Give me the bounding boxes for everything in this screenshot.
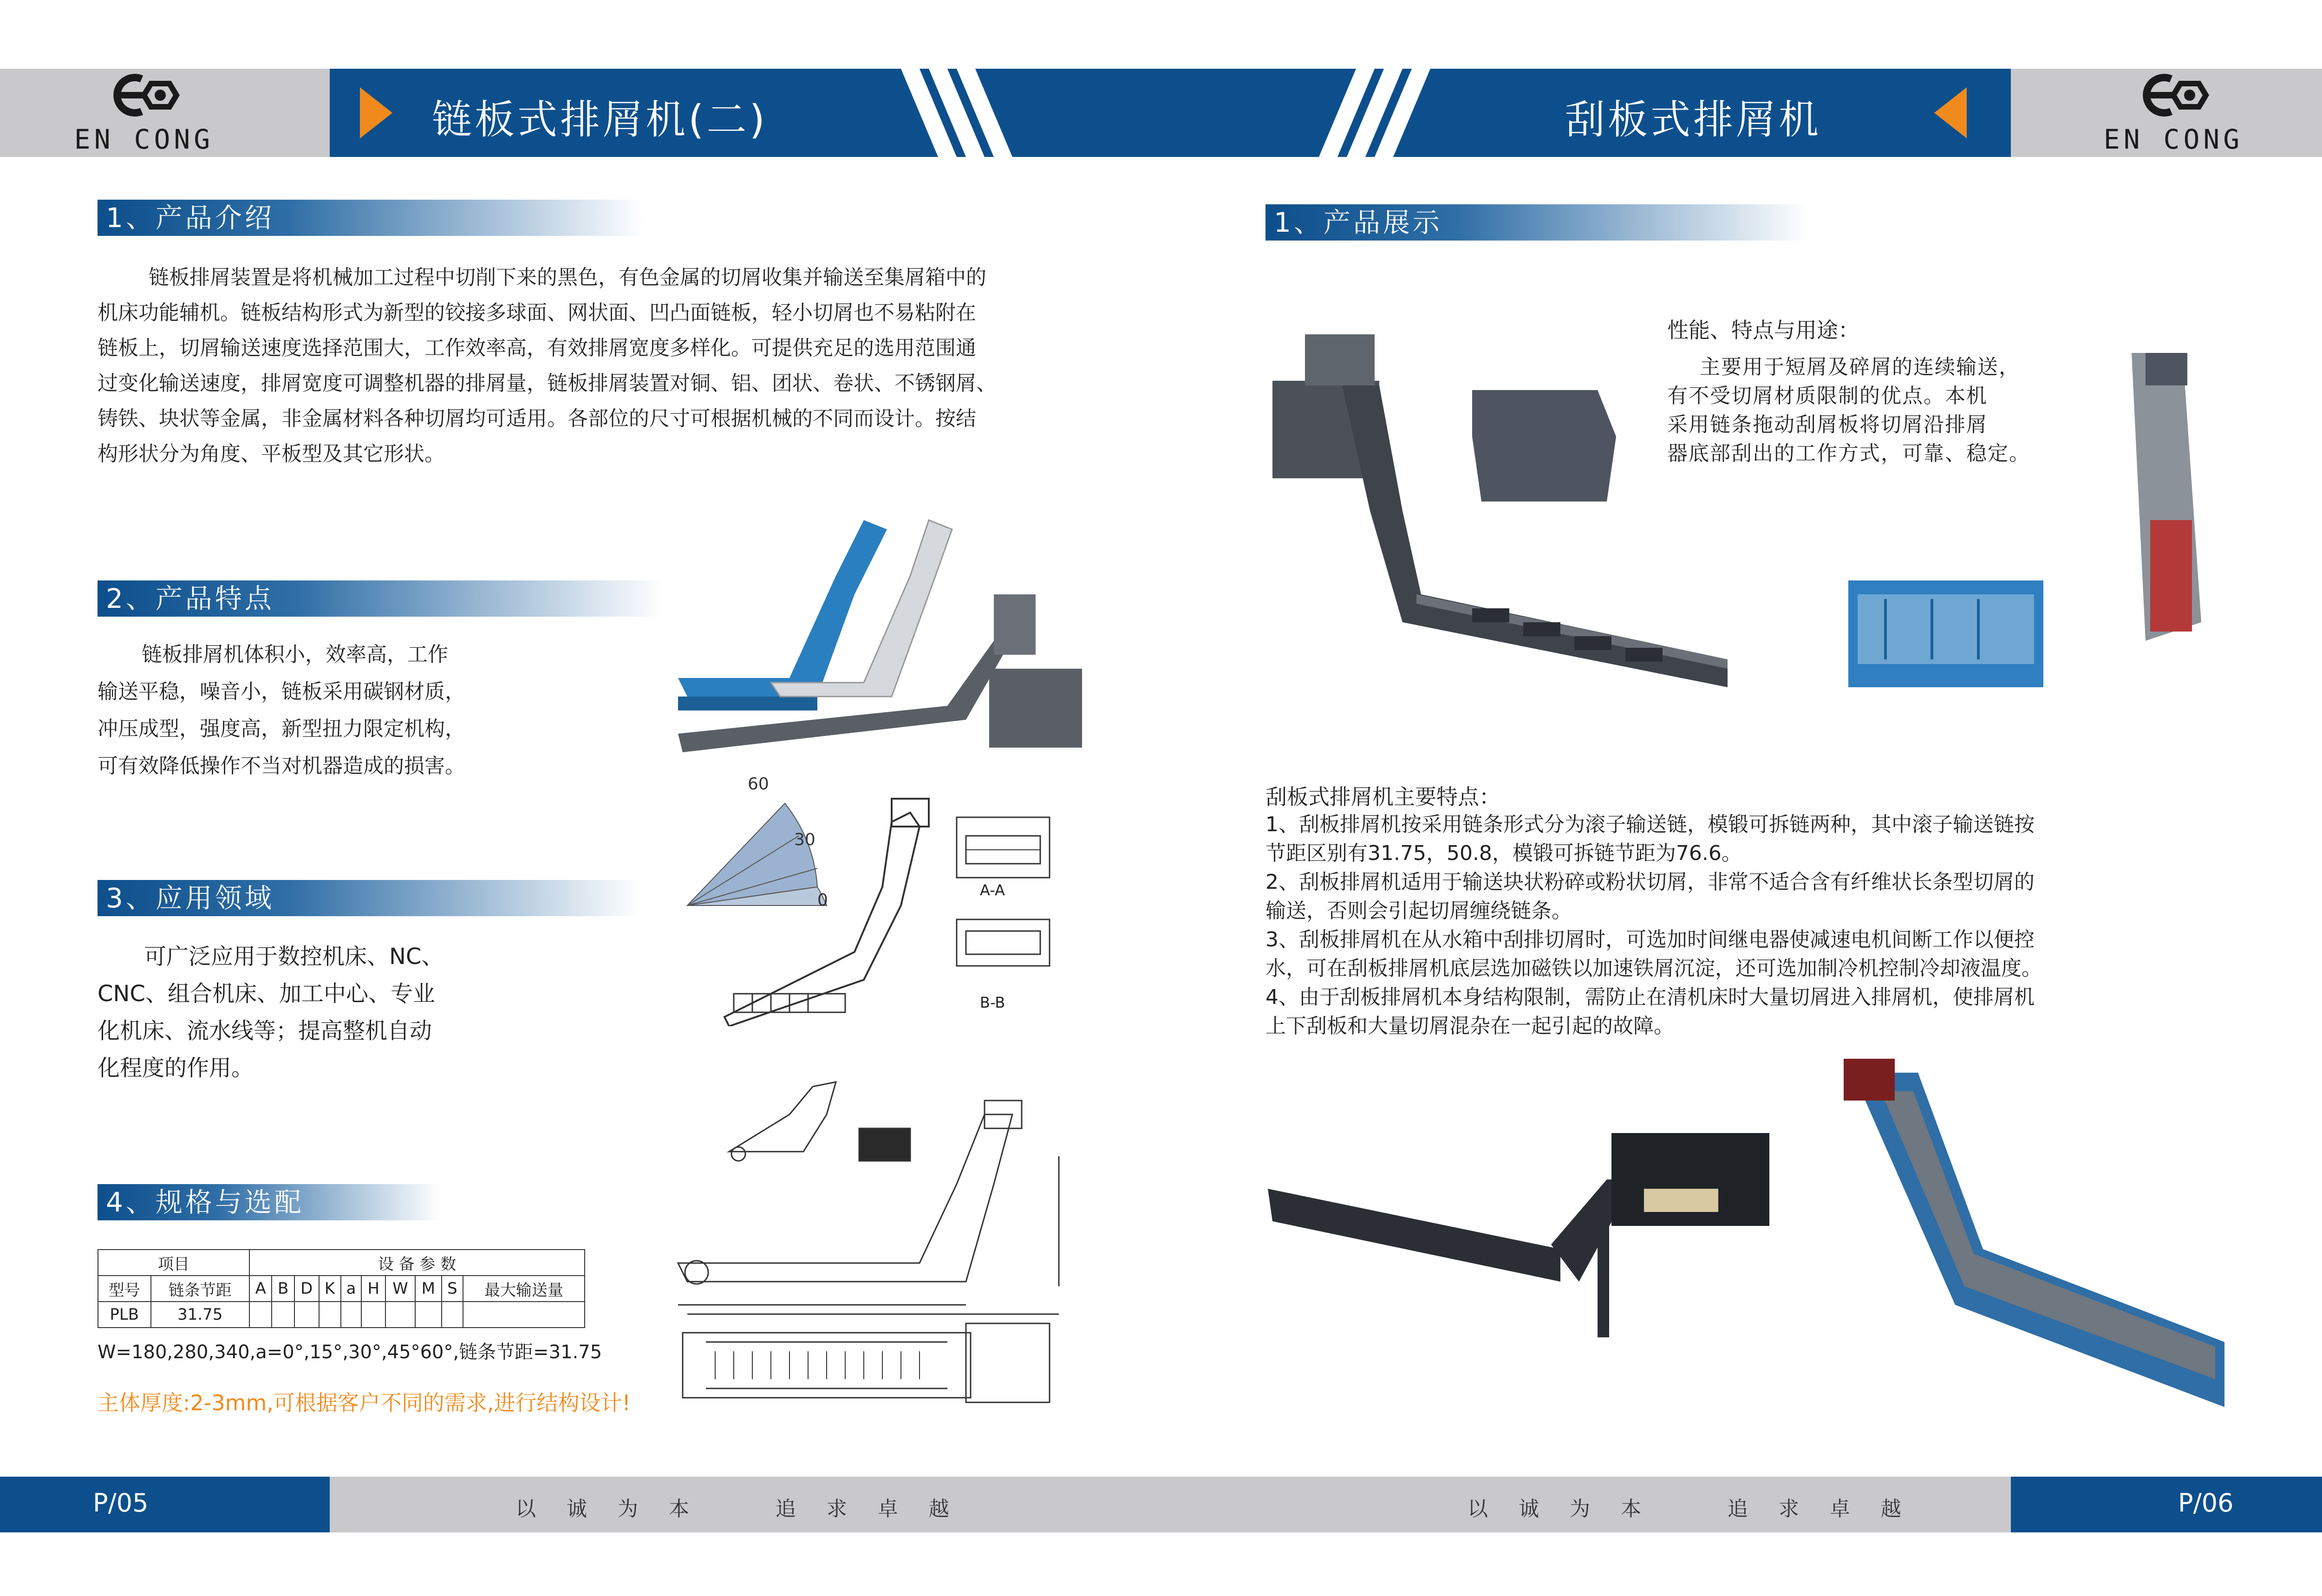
brand-name: EN CONG xyxy=(74,124,214,155)
features-paragraph xyxy=(98,636,678,785)
header-stripes-left xyxy=(882,69,1031,157)
applications-line: 可广泛应用于数控机床、NC、 xyxy=(144,944,444,970)
table-cell xyxy=(341,1302,362,1328)
table-row xyxy=(98,1302,585,1328)
table-cell xyxy=(463,1302,585,1328)
left-header-title: 链板式排屑机(二) xyxy=(432,97,768,143)
table-cell: 链条节距 xyxy=(151,1276,249,1302)
intro-line: 链板上，切屑输送速度选择范围大，工作效率高，有效排屑宽度多样化。可提供充足的选用范围通 xyxy=(98,336,976,360)
table-cell xyxy=(385,1302,415,1328)
footer-left-blue xyxy=(0,1477,330,1532)
table-cell: A xyxy=(249,1276,272,1302)
perf-line: 有不受切屑材质限制的优点。本机 xyxy=(1667,384,1988,408)
section-label-aa: A-A xyxy=(980,881,1005,899)
page-number-left: P/05 xyxy=(93,1488,149,1518)
features-line: 可有效降低操作不当对机器造成的损害。 xyxy=(98,754,465,778)
intro-line: 构形状分为角度、平板型及其它形状。 xyxy=(98,442,445,466)
applications-line: 化程度的作用。 xyxy=(98,1055,254,1081)
page-number-right: P/06 xyxy=(2178,1488,2234,1518)
table-cell: K xyxy=(319,1276,341,1302)
section-title-applications: 3、应用领域 xyxy=(98,880,640,916)
perf-line: 主要用于短屑及碎屑的连续输送， xyxy=(1700,355,2020,379)
feature-line: 节距区别有31.75，50.8，模锻可拆链节距为76.6。 xyxy=(1265,841,1742,865)
table-cell: 最大输送量 xyxy=(463,1276,585,1302)
feature-line: 4、由于刮板排屑机本身结构限制，需防止在清机床时大量切屑进入排屑机，使排屑机 xyxy=(1265,985,2035,1009)
table-cell xyxy=(272,1302,294,1328)
table-row xyxy=(98,1276,585,1302)
features-line: 冲压成型，强度高，新型扭力限定机构， xyxy=(98,717,465,741)
perf-title: 性能、特点与用途： xyxy=(1667,318,1859,343)
table-cell: B xyxy=(272,1276,294,1302)
table-cell xyxy=(294,1302,319,1328)
feature-line: 输送，否则会引起切屑缠绕链条。 xyxy=(1265,899,1572,923)
features-title: 刮板式排屑机主要特点： xyxy=(1265,784,1500,809)
table-header-cell: 项目 xyxy=(98,1250,249,1276)
table-header-cell: 设 备 参 数 xyxy=(249,1250,585,1276)
brand-logo-left xyxy=(56,70,232,155)
blue-scraper-photo xyxy=(1825,1054,2243,1416)
table-cell: W xyxy=(385,1276,415,1302)
footer-right-blue xyxy=(2011,1477,2322,1532)
angle-label-60: 60 xyxy=(748,775,769,794)
angle-label-30: 30 xyxy=(794,830,815,849)
logo-mark-icon xyxy=(107,70,181,121)
section-title-features: 2、产品特点 xyxy=(98,580,663,617)
slogan-right: 以 诚 为 本 追 求 卓 越 xyxy=(1468,1497,1913,1521)
tall-conveyor-photo xyxy=(2118,344,2211,645)
table-cell: PLB xyxy=(98,1302,151,1328)
cross-section-drawings xyxy=(947,799,1068,994)
intro-line: 机床功能辅机。链板结构形式为新型的铰接多球面、网状面、凹凸面链板，轻小切屑也不易粘附在 xyxy=(98,301,976,325)
table-cell xyxy=(442,1302,463,1328)
table-cell: H xyxy=(361,1276,385,1302)
table-cell xyxy=(249,1302,272,1328)
thickness-note: 主体厚度:2-3mm,可根据客户不同的需求,进行结构设计! xyxy=(98,1390,631,1415)
slogan-left: 以 诚 为 本 追 求 卓 越 xyxy=(515,1497,961,1521)
features-line: 链板排屑机体积小，效率高，工作 xyxy=(142,643,448,666)
perf-paragraph xyxy=(1667,353,2067,468)
table-cell: 型号 xyxy=(98,1276,151,1302)
brand-logo-right xyxy=(2085,70,2262,155)
features-list xyxy=(1265,810,2148,1041)
right-header-title: 刮板式排屑机 xyxy=(1565,97,1821,143)
intro-line: 过变化输送速度，排屑宽度可调整机器的排屑量，链板排屑装置对铜、铝、团状、卷状、不锈钢屑、 xyxy=(98,371,997,395)
spec-table xyxy=(98,1249,585,1328)
intro-line: 铸铁、块状等金属，非金属材料各种切屑均可适用。各部位的尺寸可根据机械的不同而设计。按结 xyxy=(98,407,976,430)
header-stripes-right xyxy=(1300,69,1449,157)
side-view-technical-drawing xyxy=(669,1063,1087,1416)
applications-line: 化机床、流水线等；提高整机自动 xyxy=(98,1018,432,1044)
perf-line: 采用链条拖动刮屑板将切屑沿排屑 xyxy=(1667,413,1988,436)
intro-paragraph xyxy=(98,260,1096,472)
intro-line: 链板排屑装置是将机械加工过程中切削下来的黑色，有色金属的切屑收集并输送至集屑箱中的 xyxy=(149,266,986,289)
section-title-specs: 4、规格与选配 xyxy=(98,1184,440,1220)
table-cell xyxy=(415,1302,442,1328)
table-cell: 31.75 xyxy=(151,1302,249,1328)
table-cell: M xyxy=(415,1276,442,1302)
applications-paragraph xyxy=(98,938,678,1087)
table-cell: S xyxy=(442,1276,463,1302)
applications-line: CNC、组合机床、加工中心、专业 xyxy=(98,981,435,1007)
angle-label-0: 0 xyxy=(817,891,828,910)
table-cell: a xyxy=(341,1276,362,1302)
table-cell: D xyxy=(294,1276,319,1302)
feature-line: 2、刮板排屑机适用于输送块状粉碎或粉状切屑，非常不适合含有纤维状长条型切屑的 xyxy=(1265,870,2035,894)
spec-note: W=180,280,340,a=0°,15°,30°,45°60°,链条节距=31.75 xyxy=(98,1342,602,1363)
orange-arrow-left-icon xyxy=(1934,87,1967,138)
chain-conveyor-photo xyxy=(669,502,1087,762)
table-cell xyxy=(361,1302,385,1328)
black-scraper-photo xyxy=(1263,1124,1797,1347)
section-title-intro: 1、产品介绍 xyxy=(98,200,645,236)
table-cell xyxy=(319,1302,341,1328)
feature-line: 上下刮板和大量切屑混杂在一起引起的故障。 xyxy=(1265,1014,1674,1038)
table-row xyxy=(98,1250,585,1276)
features-line: 输送平稳，噪音小，链板采用碳钢材质， xyxy=(98,680,465,704)
feature-line: 水，可在刮板排屑机底层选加磁铁以加速铁屑沉淀，还可选加制冷机控制冷却液温度。 xyxy=(1265,957,2042,980)
brand-name: EN CONG xyxy=(2103,124,2244,155)
section-label-bb: B-B xyxy=(980,994,1005,1011)
feature-line: 3、刮板排屑机在从水箱中刮排切屑时，可选加时间继电器使减速电机间断工作以便控 xyxy=(1265,928,2035,951)
feature-line: 1、刮板排屑机按采用链条形式分为滚子输送链，模锻可拆链两种，其中滚子输送链按 xyxy=(1265,813,2035,836)
orange-arrow-right-icon xyxy=(360,87,392,138)
section-title-showcase: 1、产品展示 xyxy=(1265,204,1808,241)
logo-mark-icon xyxy=(2136,70,2211,121)
blue-detail-photo xyxy=(1848,580,2043,687)
perf-line: 器底部刮出的工作方式，可靠、稳定。 xyxy=(1667,442,2030,465)
